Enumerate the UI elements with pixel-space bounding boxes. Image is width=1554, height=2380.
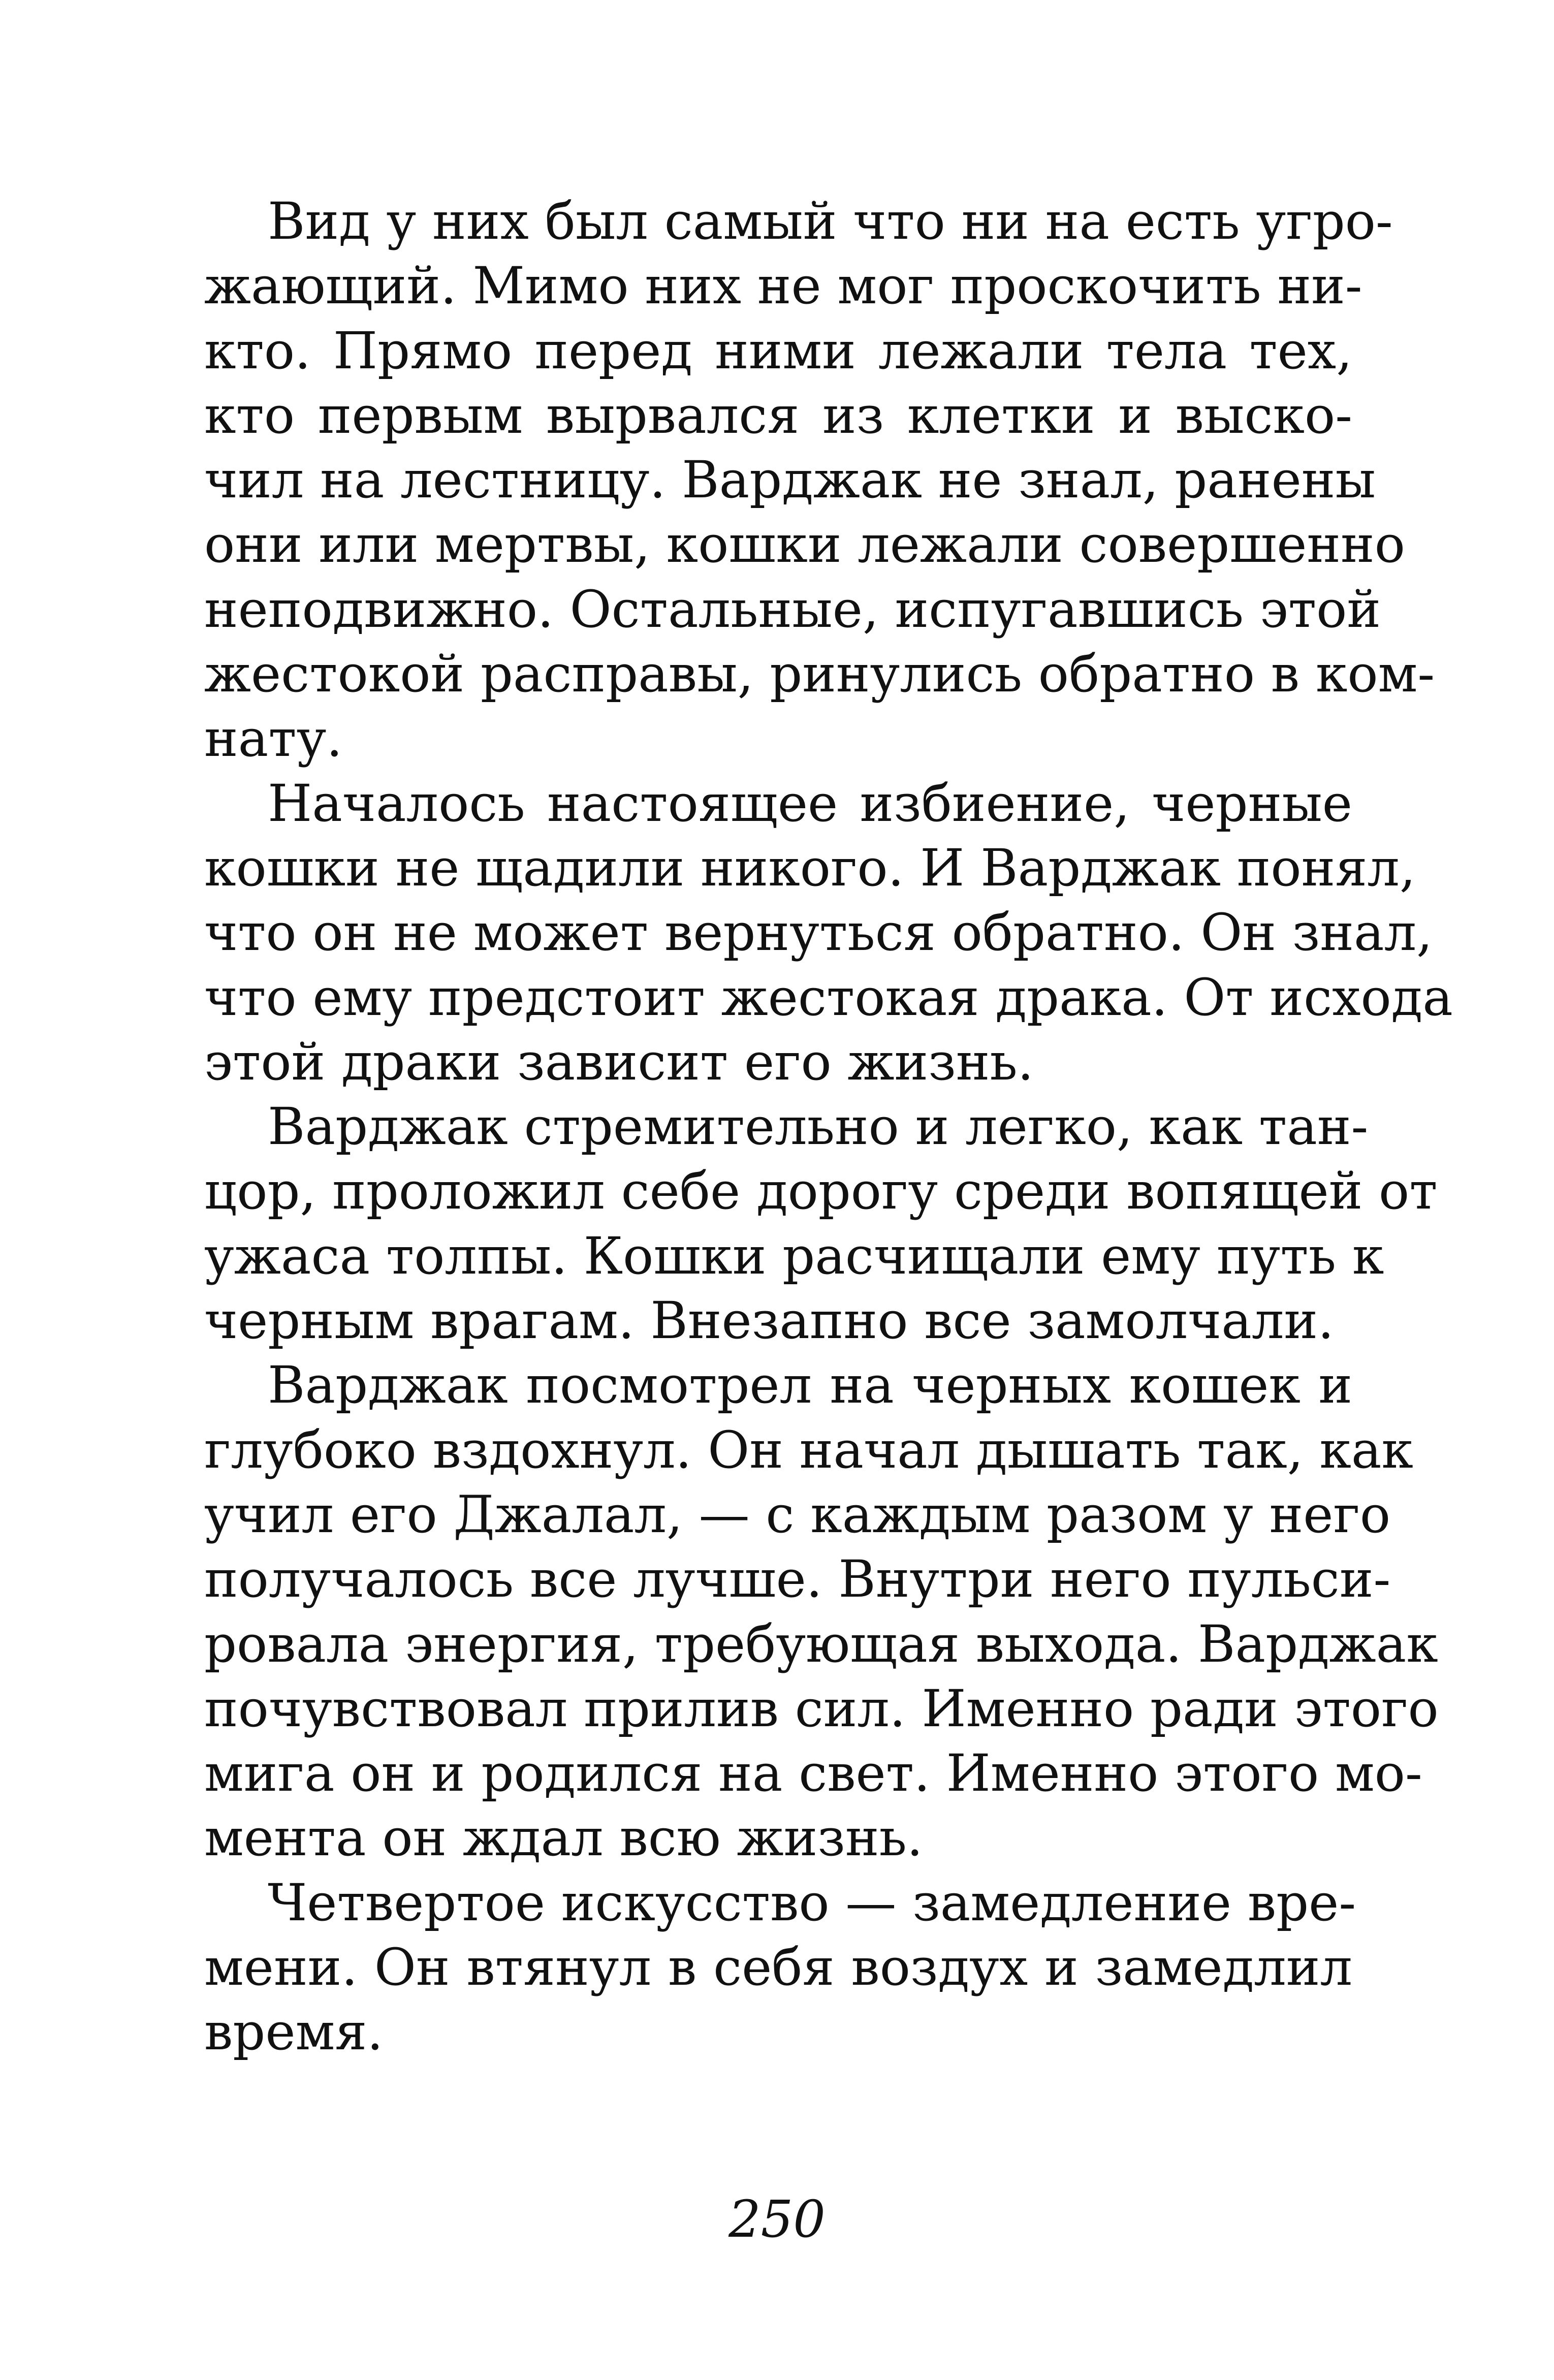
paragraph	[204, 771, 1453, 1094]
text-line: мига он и родился на свет. Именно этого мо-	[204, 1743, 1422, 1803]
text-line: Началось настоящее избиение, черные	[268, 773, 1352, 833]
text-line: глубоко вздохнул. Он начал дышать так, как	[204, 1420, 1413, 1480]
text-line: кто первым вырвался из клетки и выско-	[204, 385, 1352, 445]
text-line: мени. Он втянул в себя воздух и замедлил	[204, 1938, 1352, 1997]
text-line: чил на лестницу. Варджак не знал, ранены	[204, 450, 1376, 510]
paragraph	[204, 1094, 1438, 1353]
text-line: кто. Прямо перед ними лежали тела тех,	[204, 321, 1352, 380]
text-line: ровала энергия, требующая выхода. Варджак	[204, 1614, 1438, 1674]
text-line: учил его Джалал, — с каждым разом у него	[204, 1484, 1391, 1544]
text-line: Вид у них был самый что ни на есть угро-	[268, 192, 1393, 251]
text-line: черным врагам. Внезапно все замолчали.	[204, 1291, 1334, 1351]
text-line: Четвертое искусство — замедление вре-	[268, 1873, 1356, 1932]
text-line: нату.	[204, 709, 343, 769]
text-line: получалось все лучше. Внутри него пульси-	[204, 1549, 1391, 1609]
paragraph	[204, 1870, 1356, 2065]
text-line: Варджак стремительно и легко, как тан-	[268, 1097, 1369, 1157]
text-line: ужаса толпы. Кошки расчищали ему путь к	[204, 1226, 1384, 1286]
text-line: время.	[204, 2002, 384, 2062]
text-line: этой драки зависит его жизнь.	[204, 1032, 1034, 1092]
page-number: 250	[728, 2189, 826, 2249]
paragraph	[204, 1353, 1439, 1870]
text-line: жающий. Мимо них не мог проскочить ни-	[204, 256, 1362, 316]
text-line: жестокой расправы, ринулись обратно в ком-	[204, 644, 1435, 704]
text-line: почувствовал прилив сил. Именно ради этого	[204, 1678, 1439, 1738]
text-line: что он не может вернуться обратно. Он знал,	[204, 903, 1433, 963]
paragraph	[204, 189, 1435, 771]
text-line: кошки не щадили никого. И Варджак понял,	[204, 838, 1416, 898]
text-line: что ему предстоит жестокая драка. От исхода	[204, 967, 1453, 1027]
text-line: цор, проложил себе дорогу среди вопящей от	[204, 1161, 1438, 1221]
text-line: неподвижно. Остальные, испугавшись этой	[204, 579, 1381, 639]
text-line: мента он ждал всю жизнь.	[204, 1808, 923, 1868]
text-line: Варджак посмотрел на черных кошек и	[268, 1355, 1352, 1415]
body-text	[204, 189, 1453, 2065]
text-line: они или мертвы, кошки лежали совершенно	[204, 515, 1405, 575]
